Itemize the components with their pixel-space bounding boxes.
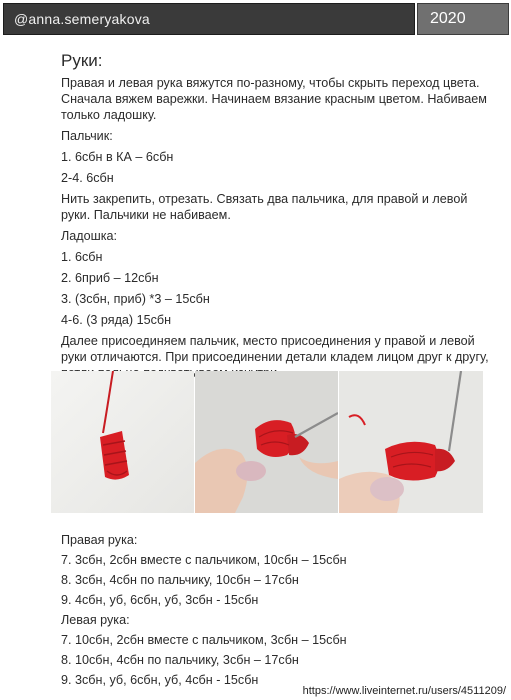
left-hand-row: 8. 10сбн, 4сбн по пальчику, 3сбн – 17сбн [61, 653, 299, 667]
source-url: https://www.liveinternet.ru/users/4511209/ [302, 685, 506, 697]
right-hand-row: 8. 3сбн, 4сбн по пальчику, 10сбн – 17сбн [61, 573, 299, 587]
left-hand-row: 7. 10сбн, 2сбн вместе с пальчиком, 3сбн – 15сбн [61, 633, 347, 647]
author-handle: @anna.semeryakova [14, 11, 150, 27]
right-hand-row: 7. 3сбн, 2сбн вместе с пальчиком, 10сбн – 15сбн [61, 553, 347, 567]
photo-mitten-progress [339, 371, 483, 513]
year-box [417, 3, 509, 35]
palm-note: Далее присоединяем пальчик, место присоединения у правой и левой руки отличаются. При присоединении детали кладем лицом друг к другу, [61, 334, 489, 364]
left-hand-row: 9. 3сбн, уб, 6сбн, уб, 4сбн - 15сбн [61, 673, 259, 687]
palm-heading: Ладошка: [61, 229, 118, 243]
year-label: 2020 [430, 10, 466, 27]
palm-row: 1. 6сбн [61, 250, 103, 264]
right-hand-heading: Правая рука: [61, 533, 138, 547]
pattern-upper-text [61, 50, 491, 386]
finger-row: 2-4. 6сбн [61, 171, 114, 185]
photo-strip [51, 371, 483, 513]
intro-paragraph: Правая и левая рука вяжутся по-разному, чтобы скрыть переход цвета. Сначала вяжем варежки. Начинаем вязание красным цветом. Набиваем только ладошку. [61, 76, 487, 122]
photo-crochet-finger [51, 371, 194, 513]
palm-row: 2. 6приб – 12сбн [61, 271, 159, 285]
right-hand-row: 9. 4сбн, уб, 6сбн, уб, 3сбн - 15сбн [61, 593, 259, 607]
finger-heading: Пальчик: [61, 129, 113, 143]
section-title: Руки: [61, 51, 103, 70]
page-header [0, 0, 511, 37]
pattern-lower-text [61, 532, 491, 692]
header-bar [3, 3, 415, 35]
left-hand-heading: Левая рука: [61, 613, 130, 627]
photo-joining-finger [195, 371, 338, 513]
palm-row: 4-6. (3 ряда) 15сбн [61, 313, 172, 327]
palm-row: 3. (3сбн, приб) *3 – 15сбн [61, 292, 210, 306]
finger-note: Нить закрепить, отрезать. Связать два пальчика, для правой и левой руки. Пальчики не набиваем. [61, 192, 468, 222]
finger-row: 1. 6сбн в КА – 6сбн [61, 150, 174, 164]
